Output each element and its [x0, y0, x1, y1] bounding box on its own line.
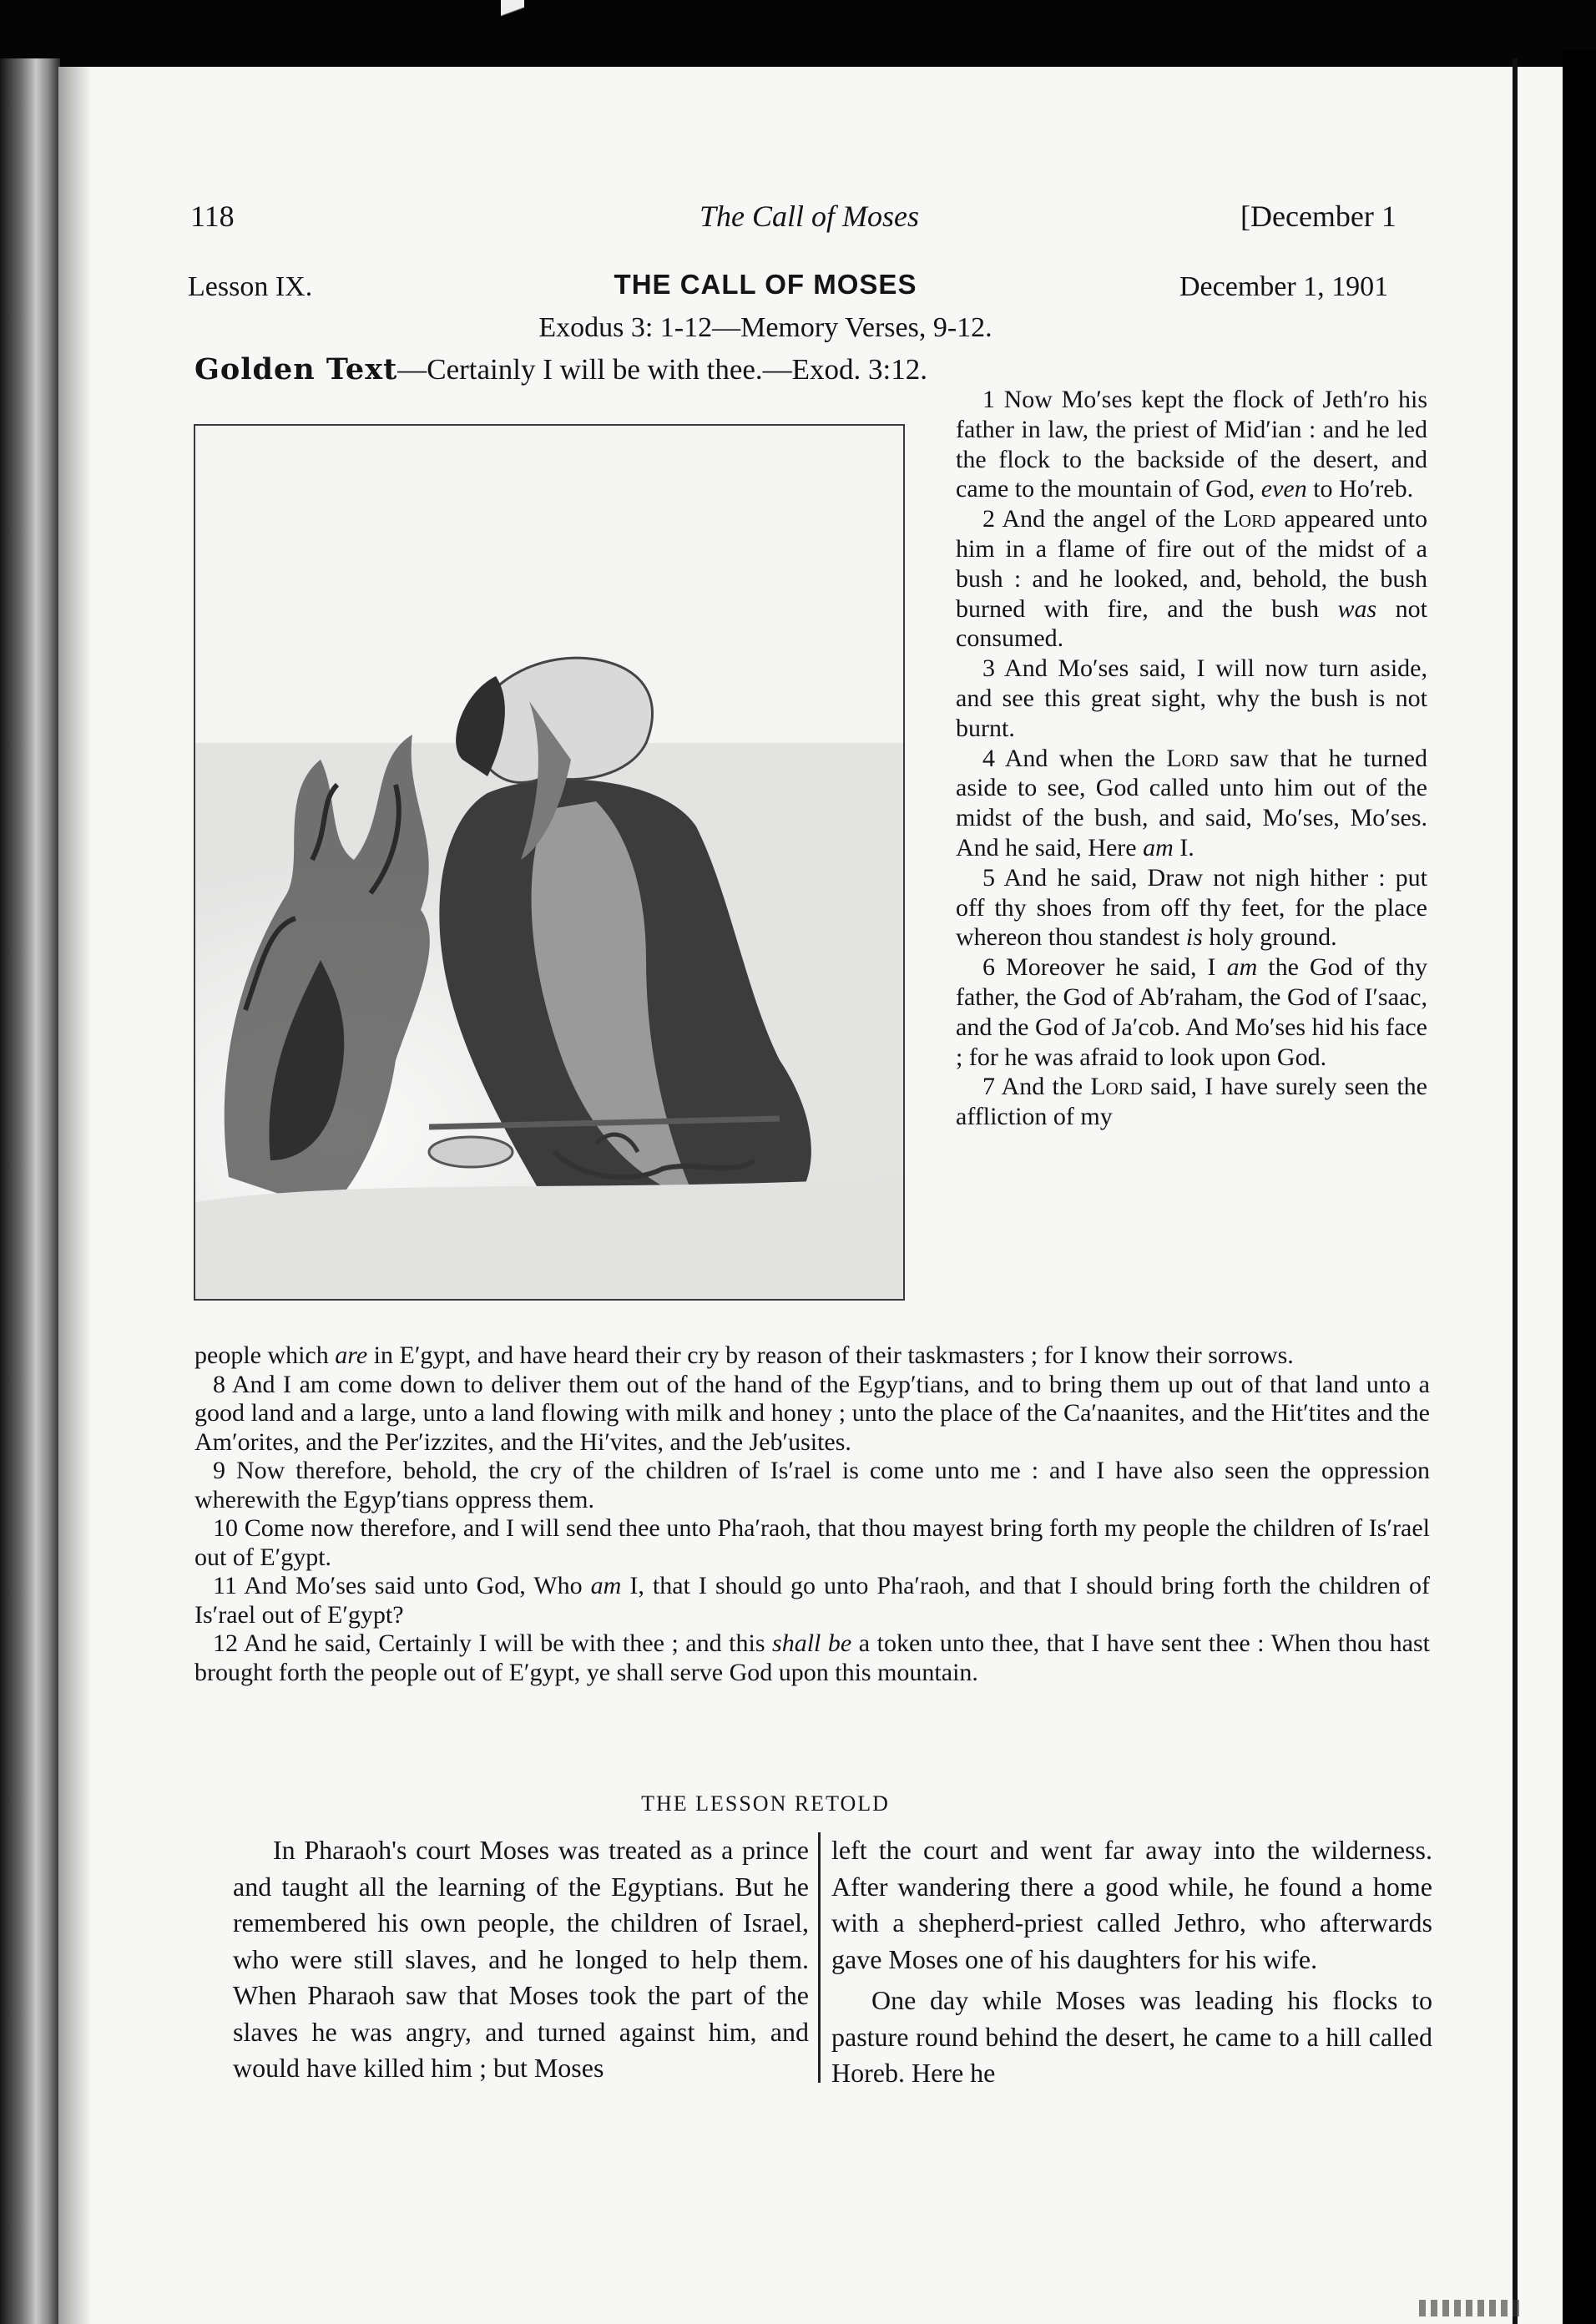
book-spine — [0, 58, 60, 2324]
page-number: 118 — [190, 200, 235, 233]
lesson-number: Lesson IX. — [188, 271, 313, 302]
retold-left-column — [233, 1832, 809, 2092]
verse-9: 9 Now therefore, behold, the cry of the children of Is′rael is come unto me : and I have also seen the oppression wherewith the Egyp′tians oppress them. — [194, 1457, 1430, 1513]
running-date: [December 1 — [1240, 200, 1396, 233]
verse-6: 6 Moreover he said, I am the God of thy father, the God of Ab′raham, the God of I′saac, and the God of Ja′cob. And Mo′ses hid his face ; for he was afraid to look upon God. — [956, 953, 1428, 1071]
verse-8: 8 And I am come down to deliver them out of the hand of the Egyp′tians, and to bring them up out of that land unto a good land and a large, unto a land flowing with milk and honey ; unto the place of the Ca′naanites, and the Hit′tites and the Am′orites, and the Per′izzites, and the Hi′vites, and the Jeb′usites. — [194, 1370, 1430, 1456]
column-rule — [818, 1832, 821, 2083]
retold-right-paragraph-2: One day while Moses was leading his flocks to pasture round behind the desert, he came to a hill called Horeb. Here he — [831, 1985, 1432, 2088]
verse-7-continued: people which are in E′gypt, and have heard their cry by reason of their taskmasters ; for I know their sorrows. — [194, 1341, 1294, 1369]
verses-1-7 — [956, 385, 1427, 1132]
scan-bottom-artifact — [1419, 2300, 1519, 2316]
verse-2: 2 And the angel of the Lord appeared unto him in a flame of fire out of the midst of a bush : and he looked, and, behold, the bush burned with fire, and the bush was not consumed. — [956, 505, 1427, 653]
verse-10: 10 Come now therefore, and I will send thee unto Pha′raoh, that thou mayest bring forth my people the children of Is′rael out of E′gypt. — [194, 1514, 1430, 1571]
scan-top-border — [0, 0, 1596, 67]
page-edge-line — [1513, 58, 1518, 2324]
retold-right-column — [831, 1832, 1432, 2097]
retold-left-paragraph: In Pharaoh's court Moses was treated as a prince and taught all the learning of the Egyptians. But he remembered his own people, the children of Israel, who were still slaves, and he longed to help them. When Pharaoh saw that Moses took the part of the slaves he was angry, and turned against him, and would have killed him ; but Moses — [233, 1835, 809, 2083]
lesson-title: THE CALL OF MOSES — [614, 269, 917, 300]
golden-text-body: —Certainly I will be with thee.—Exod. 3:12. — [397, 353, 927, 386]
verses-7-12 — [194, 1341, 1430, 1687]
page-gutter-shadow — [58, 67, 92, 2324]
scripture-reference: Exodus 3: 1-12—Memory Verses, 9-12. — [538, 312, 992, 343]
verse-5: 5 And he said, Draw not nigh hither : put off thy shoes from off thy feet, for the place whereon thou standest is holy ground. — [956, 863, 1427, 952]
retold-right-paragraph-1: left the court and went far away into the wilderness. After wandering there a good while, he found a home with a shepherd-priest called Jethro, who afterwards gave Moses one of his daughters for his wife. — [831, 1835, 1432, 1974]
verse-12: 12 And he said, Certainly I will be with thee ; and this shall be a token unto thee, that I have sent thee : When thou hast brought forth the people out of E′gypt, ye shall serve God upon this mountain. — [194, 1629, 1430, 1686]
verse-3: 3 And Mo′ses said, I will now turn aside, and see this great sight, why the bush is not burnt. — [956, 654, 1427, 742]
scan-artifact — [501, 0, 524, 25]
verse-7: 7 And the Lord said, I have surely seen the affliction of my — [956, 1073, 1427, 1131]
golden-text-label: Golden Text — [194, 352, 398, 386]
scan-right-border — [1563, 50, 1596, 2324]
verse-4: 4 And when the Lord saw that he turned aside to see, God called unto him out of the midst of the bush, and said, Mo′ses, Mo′ses. And he said, Here am I. — [956, 744, 1427, 861]
verse-1: 1 Now Mo′ses kept the flock of Jeth′ro his father in law, the priest of Mid′ian : and he led the flock to the backside of the desert, and came to the mountain of God, even to Ho′reb. — [956, 386, 1427, 503]
lesson-date: December 1, 1901 — [1179, 271, 1389, 302]
running-title: The Call of Moses — [700, 200, 920, 233]
moses-burning-bush-illustration — [194, 424, 905, 1301]
verse-11: 11 And Mo′ses said unto God, Who am I, that I should go unto Pha′raoh, and that I should bring forth the children of Is′rael out of E′gypt? — [194, 1572, 1430, 1629]
golden-text — [194, 352, 927, 386]
retold-heading: THE LESSON RETOLD — [641, 1791, 890, 1816]
